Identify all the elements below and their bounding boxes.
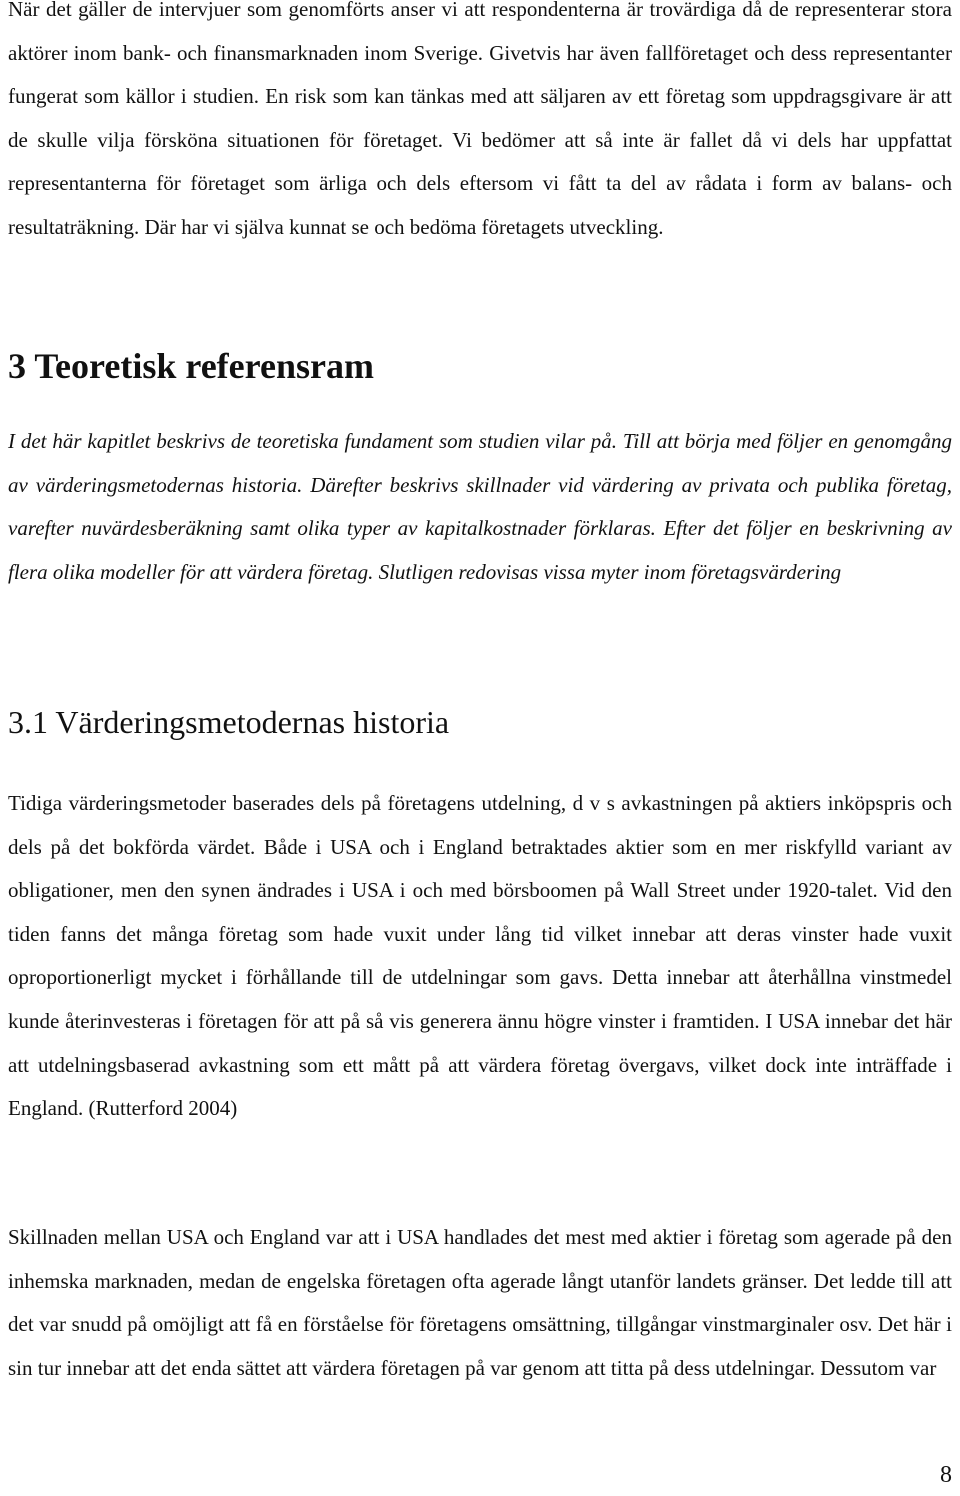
chapter-intro-paragraph: I det här kapitlet beskrivs de teoretiska fundament som studien vilar på. Till att börja med följer en genomgång av värderingsmetodernas historia. Därefter beskrivs skillnader vid värdering av privata och publika företag, varefter nuvärdesberäkning samt olika typer av kapitalkostnader förklaras. Efter det följer en beskrivning av flera olika modeller för att värdera företag. Slutligen redovisas vissa myter inom företagsvärdering [8, 429, 952, 584]
page-number: 8 [940, 1462, 952, 1488]
section-paragraph-1: Tidiga värderingsmetoder baserades dels på företagens utdelning, d v s avkastningen på aktiers inköpspris och dels på det bokförda värdet. Både i USA och i England betraktades aktier som en mer riskfylld variant av obligationer, men den synen ändrades i USA i och med börsboomen på Wall Street under 1920-talet. Vid den tiden fanns det många företag som hade vuxit under lång tid vilket innebar att deras vinster hade vuxit oproportionerligt mycket i förhållande till de utdelningar som gavs. Detta innebar att återhållna vinstmedel kunde återinvesteras i företagen för att på så vis generera ännu högre vinster i framtiden. I USA innebar det här att utdelningsbaserad avkastning som ett mått på att värdera företag övergavs, vilket dock inte inträffade i England. (Rutterford 2004) [8, 791, 952, 1121]
chapter-heading: 3 Teoretisk referensram [8, 346, 374, 386]
section-heading: 3.1 Värderingsmetodernas historia [8, 704, 450, 740]
intro-paragraph: När det gäller de intervjuer som genomförts anser vi att respondenterna är trovärdiga då de representerar stora aktörer inom bank- och finansmarknaden inom Sverige. Givetvis har även fallföretaget och dess representanter fungerat som källor i studien. En risk som kan tänkas med att säljaren av ett företag som uppdragsgivare är att de skulle vilja försköna situationen för företaget. Vi bedömer att så inte är fallet då vi dels har uppfattat representanterna för företaget som ärliga och dels eftersom vi fått ta del av rådata i form av balans- och resultaträkning. Där har vi själva kunnat se och bedöma företagets utveckling. [8, 0, 952, 239]
section-paragraph-2: Skillnaden mellan USA och England var att i USA handlades det mest med aktier i företag som agerade på den inhemska marknaden, medan de engelska företagen ofta agerade långt utanför landets gränser. Det ledde till att det var snudd på omöjligt att få en förståelse för företagens omsättning, tillgångar vinstmarginaler osv. Det här i sin tur innebar att det enda sättet att värdera företagen på var genom att titta på dess utdelningar. Dessutom var [8, 1225, 952, 1380]
